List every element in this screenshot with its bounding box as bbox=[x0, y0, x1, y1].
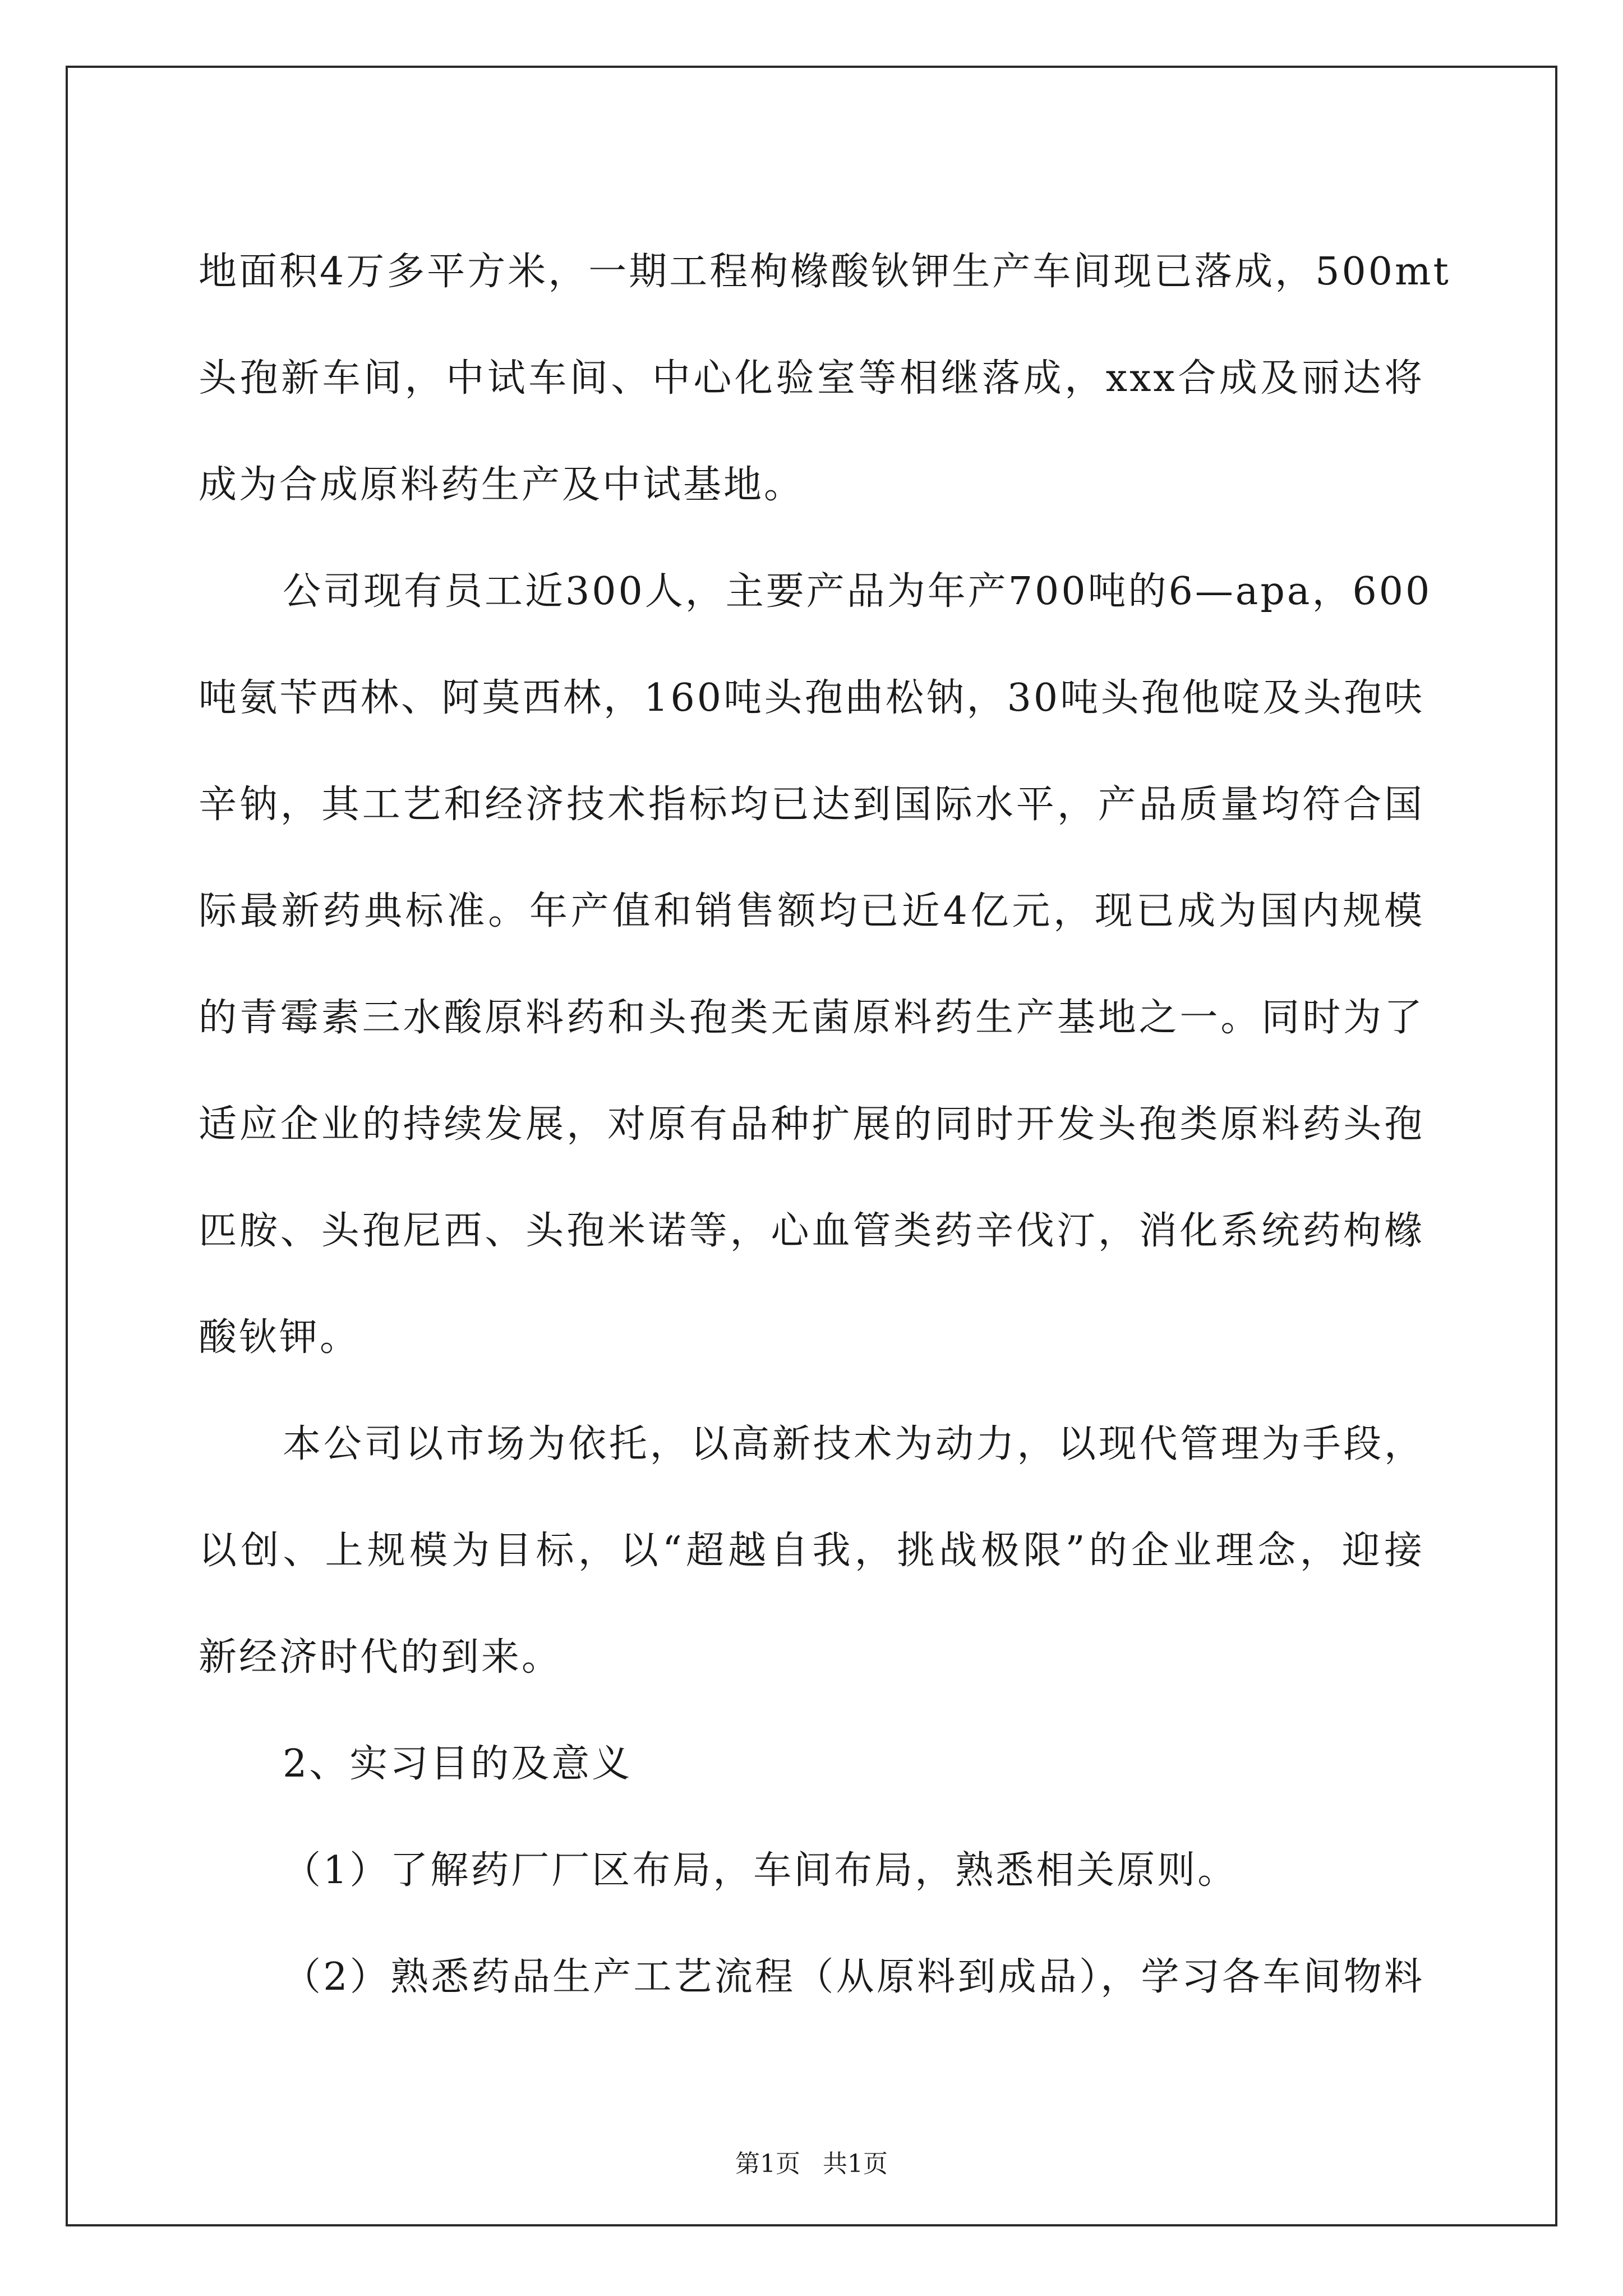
text-line: 酸钬钾。 bbox=[199, 1315, 361, 1360]
text-line: 2、实习目的及意义 bbox=[283, 1742, 633, 1786]
page-number: 第1页 bbox=[735, 2150, 800, 2178]
text-line: 本公司以市场为依托，以高新技术为动力，以现代管理为手段， bbox=[283, 1422, 1424, 1466]
text-line: 公司现有员工近300人，主要产品为年产700吨的6—apa，600 bbox=[283, 569, 1432, 614]
text-line: 新经济时代的到来。 bbox=[199, 1635, 562, 1680]
text-line: （1）了解药厂厂区布局，车间布局，熟悉相关原则。 bbox=[283, 1848, 1238, 1893]
text-line: （2）熟悉药品生产工艺流程（从原料到成品），学习各车间物料 bbox=[283, 1955, 1424, 1999]
text-line: 以创、上规模为目标，以“超越自我，挑战极限”的企业理念，迎接 bbox=[199, 1529, 1424, 1573]
text-line: 吨氨苄西林、阿莫西林，160吨头孢曲松钠，30吨头孢他啶及头孢呋 bbox=[199, 676, 1424, 720]
text-line: 成为合成原料药生产及中试基地。 bbox=[199, 463, 805, 507]
page-footer bbox=[0, 2147, 1623, 2181]
page-total: 共1页 bbox=[823, 2150, 888, 2178]
text-line: 适应企业的持续发展，对原有品种扩展的同时开发头孢类原料药头孢 bbox=[199, 1102, 1424, 1147]
document-body bbox=[199, 219, 1451, 2031]
text-line: 际最新药典标准。年产值和销售额均已近4亿元，现已成为国内规模 bbox=[199, 889, 1424, 933]
text-line: 的青霉素三水酸原料药和头孢类无菌原料药生产基地之一。同时为了 bbox=[199, 996, 1424, 1040]
text-line: 头孢新车间，中试车间、中心化验室等相继落成，xxx合成及丽达将 bbox=[199, 356, 1424, 401]
text-line: 辛钠，其工艺和经济技术指标均已达到国际水平，产品质量均符合国 bbox=[199, 783, 1424, 827]
text-line: 地面积4万多平方米，一期工程枸橼酸钬钾生产车间现已落成，500mt bbox=[199, 250, 1451, 294]
text-line: 匹胺、头孢尼西、头孢米诺等，心血管类药辛伐汀，消化系统药枸橼 bbox=[199, 1209, 1424, 1253]
